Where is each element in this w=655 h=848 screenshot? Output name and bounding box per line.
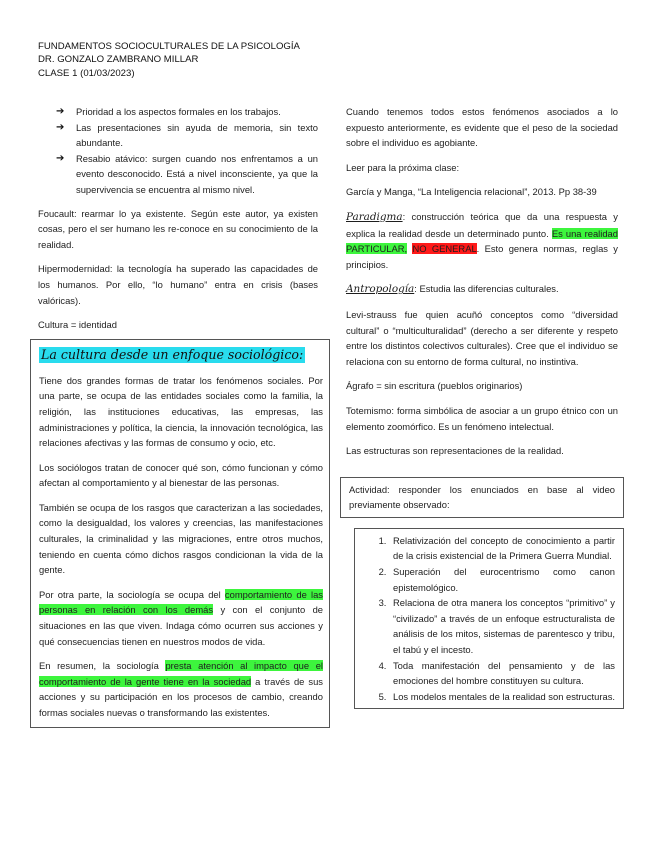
list-item: ➔ Las presentaciones sin ayuda de memoria, sin texto abundante. [56, 121, 318, 149]
cultura-line: Cultura = identidad [38, 319, 117, 331]
course-title: FUNDAMENTOS SOCIOCULTURALES DE LA PSICOLOGÍA [38, 41, 300, 52]
list-item: 5. Los modelos mentales de la realidad son estructuras. [389, 689, 615, 705]
levi-strauss-paragraph: Levi-strauss fue quien acuñó conceptos como “diversidad cultural” o “multiculturalidad” (derecho a ser diferente y respeto entre los distintos colectivos culturales). Cree que el individuo se relaciona con su entorno de forma cultural, no instintiva. [346, 308, 618, 367]
left-column [38, 104, 323, 728]
highlighted-text: presta atención al impacto que el comportamiento de la gente tiene en la sociedad [39, 660, 323, 687]
sociology-box [30, 339, 330, 728]
reading-label: Leer para la próxima clase: [346, 161, 460, 173]
paradigma-term: Paradigma [346, 210, 403, 223]
box-paragraph: Tiene dos grandes formas de tratar los fenómenos sociales. Por una parte, se ocupa de las entidades sociales como la familia, la religión, las instituciones educativas, las empresas, las administraciones y política, la ciencia, la innovación tecnológica, las relaciones afectivas y las formas de consumo y ocio, etc. [39, 374, 323, 449]
box-paragraph: También se ocupa de los rasgos que caracterizan a las sociedades, como la desigualdad, los valores y creencias, las manifestaciones culturales, la criminalidad y las migraciones, entre otros muchos, teniendo en cuenta cómo dichos rasgos condicionan la vida de la gente. [39, 501, 323, 576]
list-item: 4. Toda manifestación del pensamiento y de las emociones del hombre constituyen su cultura. [389, 658, 615, 689]
box-title: La cultura desde un enfoque sociológico: [41, 346, 304, 362]
arrow-right-icon: ➔ [56, 152, 65, 164]
box-paragraph: Los sociólogos tratan de conocer qué son, cómo funcionan y cómo afectan al comportamiento y al bienestar de las personas. [39, 461, 323, 489]
agrafo-line: Ágrafo = sin escritura (pueblos originarios) [346, 380, 523, 392]
foucault-paragraph: Foucault: rearmar lo ya existente. Según este autor, ya existen cosas, pero el ser humano les re-conoce en su conocimiento de la realidad. [38, 207, 318, 250]
highlighted-text: Es una realidad PARTICULAR, [346, 227, 618, 255]
estructuras-line: Las estructuras son representaciones de la realidad. [346, 445, 564, 457]
list-item: 1. Relativización del concepto de conocimiento a partir de la crisis existencial de la Primera Guerra Mundial. [389, 533, 615, 564]
list-item: 3. Relaciona de otra manera los conceptos “primitivo” y “civilizado” a través de un enfoque estructuralista de análisis de los mitos, sistemas de parentesco y tribu, el tabú y el incesto. [389, 595, 615, 657]
paradigma-paragraph: Paradigma: construcción teórica que da una respuesta y explica la realidad desde un determinado punto. Es una realidad PARTICULAR, NO GENERAL. Esto genera normas, reglas y principios. [346, 210, 618, 270]
professor-name: DR. GONZALO ZAMBRANO MILLAR [38, 54, 199, 66]
arrow-right-icon: ➔ [56, 106, 65, 117]
activity-list-box [354, 528, 624, 710]
list-item: ➔ Prioridad a los aspectos formales en los trabajos. [38, 104, 318, 120]
highlighted-text-red: NO GENERAL [412, 243, 477, 255]
box-paragraph: Por otra parte, la sociología se ocupa del comportamiento de las personas en relación con los demás y con el conjunto de situaciones en las que viven. Indaga cómo ocurren sus acciones y qué consecuencias tienen en nuestros modos de vida. [39, 588, 323, 647]
totemismo-paragraph: Totemismo: forma simbólica de asociar a un grupo étnico con un elemento zoomórfico. Es un fenómeno intelectual. [346, 404, 618, 432]
antropologia-term: Antropología [346, 283, 415, 296]
activity-list [355, 533, 615, 705]
highlighted-text: comportamiento de las personas en relación con los demás [39, 588, 323, 616]
hipermodernidad-paragraph: Hipermodernidad: la tecnología ha superado las capacidades de los humanos. Por ello, “lo humano” entra en crisis (bases valóricas). [38, 263, 318, 306]
right-column [346, 104, 618, 709]
list-item: 2. Superación del eurocentrismo como canon epistemológico. [389, 564, 615, 595]
activity-box: Actividad: responder los enunciados en base al video previamente observado: [340, 477, 624, 518]
arrow-list [38, 104, 318, 198]
class-date: CLASE 1 (01/03/2023) [38, 67, 135, 79]
antropologia-paragraph: Antropología: Estudia las diferencias culturales. [346, 283, 559, 296]
arrow-right-icon: ➔ [56, 121, 65, 133]
box-paragraph: En resumen, la sociología presta atención al impacto que el comportamiento de la gente tiene en la sociedad a través de sus acciones y su participación en los procesos de cambio, creando formas sociales nuevas o transformando las existentes. [39, 660, 323, 718]
document-header [38, 40, 300, 80]
intro-paragraph: Cuando tenemos todos estos fenómenos asociados a lo expuesto anteriormente, es evidente que el peso de la sociedad sobre el individuo es agobiante. [346, 106, 618, 149]
list-item: ➔ Resabio atávico: surgen cuando nos enfrentamos a un evento desconocido. Está a nivel inconsciente, ya que la supervivencia se encuentra al mismo nivel. [56, 152, 318, 195]
reading-reference: García y Manga, “La Inteligencia relacional”, 2013. Pp 38-39 [346, 186, 597, 198]
